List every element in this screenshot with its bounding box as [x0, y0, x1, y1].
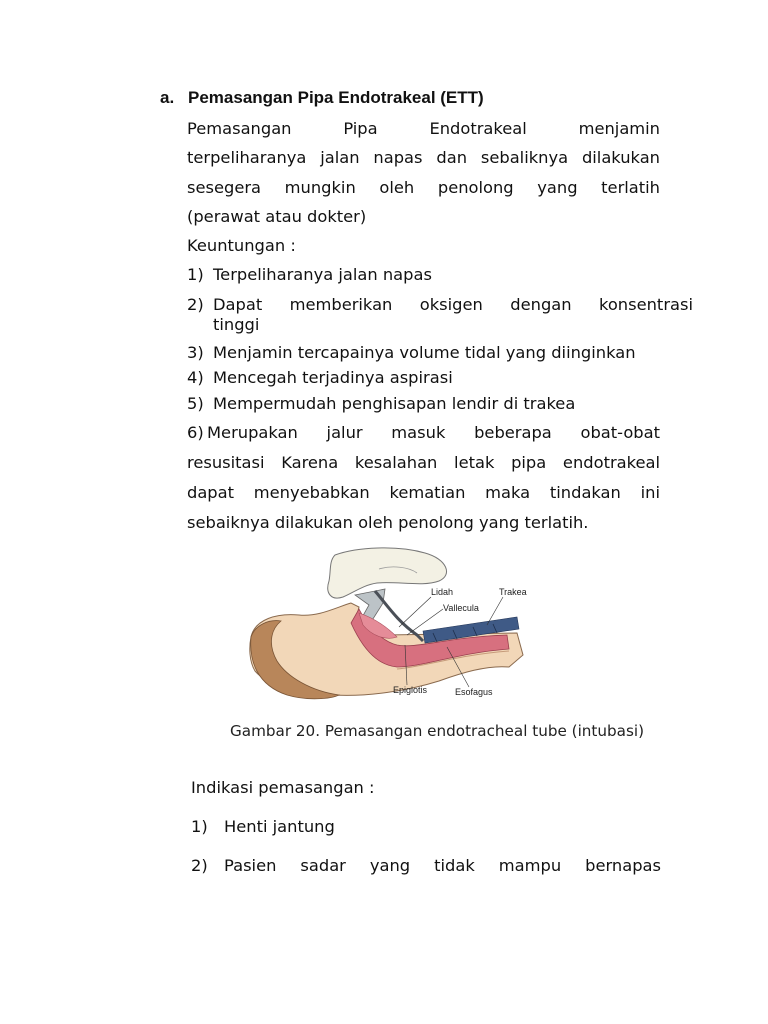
list-item-text: Mempermudah penghisapan lendir di trakea [213, 394, 576, 413]
list-item-number: 1) [191, 817, 208, 836]
list-item [187, 295, 693, 335]
list-item-text-continuation: tinggi [213, 315, 260, 334]
section-heading [160, 88, 484, 108]
list-item [187, 343, 693, 363]
paragraph-line: dapat menyebabkan kematian maka tindakan ini [187, 483, 660, 502]
list-item [187, 423, 660, 443]
intro-line: Pemasangan Pipa Endotrakeal menjamin [187, 119, 660, 138]
label-vallecula: Vallecula [443, 603, 479, 613]
list-item-number: 3) [187, 343, 204, 362]
section-marker: a. [160, 88, 175, 107]
list-item [191, 817, 661, 837]
list-item-text: Merupakan jalur masuk beberapa obat-obat [207, 423, 660, 442]
list-item-number: 1) [187, 265, 204, 284]
label-esofagus: Esofagus [455, 687, 493, 697]
advantages-label: Keuntungan : [187, 236, 296, 255]
list-item-text: Mencegah terjadinya aspirasi [213, 368, 453, 387]
list-item [187, 265, 693, 285]
intubation-illustration [247, 545, 542, 703]
list-item-text: Terpeliharanya jalan napas [213, 265, 432, 284]
list-item-number: 5) [187, 394, 204, 413]
list-item [191, 856, 661, 876]
intro-line: (perawat atau dokter) [187, 207, 367, 226]
figure-caption: Gambar 20. Pemasangan endotracheal tube (intubasi) [230, 722, 645, 740]
list-item-number: 4) [187, 368, 204, 387]
list-item-text: Henti jantung [224, 817, 335, 836]
label-epiglotis: Epiglotis [393, 685, 428, 695]
paragraph-line: sebaiknya dilakukan oleh penolong yang terlatih. [187, 513, 589, 532]
list-item-text: Pasien sadar yang tidak mampu bernapas [224, 856, 661, 875]
label-lidah: Lidah [431, 587, 454, 597]
list-item [187, 368, 693, 388]
list-item-text: Dapat memberikan oksigen dengan konsentrasi [213, 295, 693, 314]
list-item-number: 2) [187, 295, 204, 314]
paragraph-line: resusitasi Karena kesalahan letak pipa endotrakeal [187, 453, 660, 472]
section-title: Pemasangan Pipa Endotrakeal (ETT) [188, 88, 484, 107]
label-trakea: Trakea [499, 587, 527, 597]
list-item-number: 2) [191, 856, 208, 875]
intro-line: sesegera mungkin oleh penolong yang terlatih [187, 178, 660, 197]
indications-label: Indikasi pemasangan : [191, 778, 375, 797]
list-item-text: Menjamin tercapainya volume tidal yang diinginkan [213, 343, 636, 362]
intro-line: terpeliharanya jalan napas dan sebaliknya dilakukan [187, 148, 660, 167]
list-item [187, 394, 693, 414]
list-item-number: 6) [187, 423, 204, 442]
